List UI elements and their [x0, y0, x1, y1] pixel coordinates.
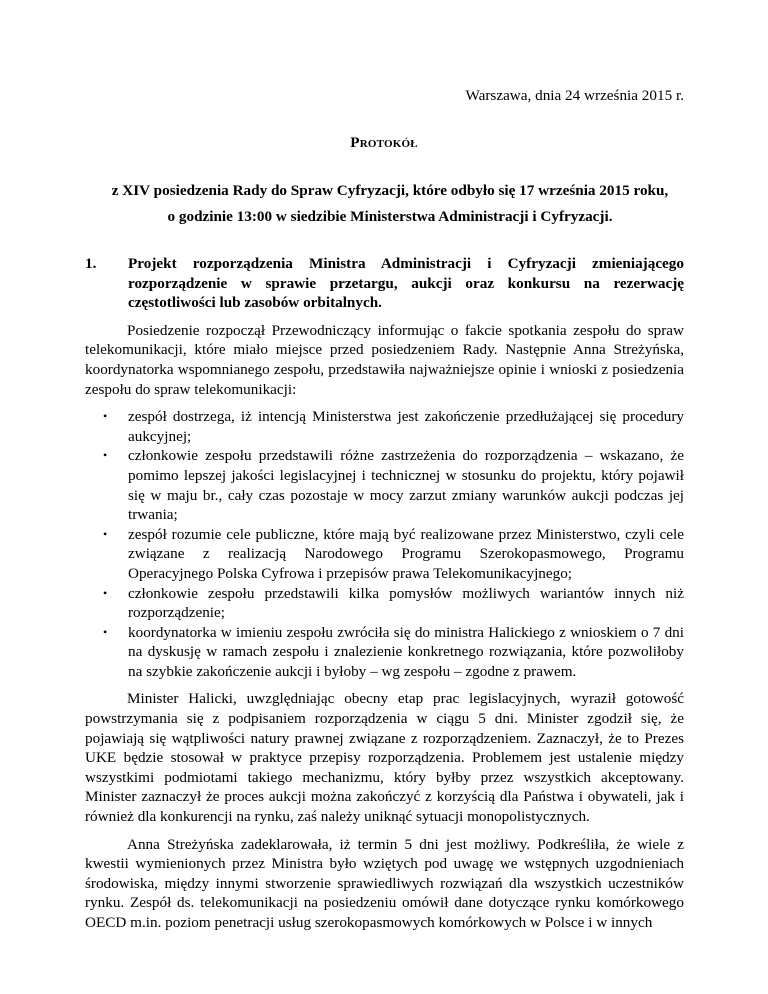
bullet-item: [103, 407, 684, 446]
paragraph-minister: Minister Halicki, uwzględniając obecny etap prac legislacyjnych, wyraził gotowość powstrzymania się z podpisaniem rozporządzenia w ciągu 5 dni. Minister zgodził się, że pojawiają się wątpliwości natury prawnej związane z rozporządzeniem. Zaznaczył, że to Prezes UKE będzie stosował w praktyce przepisy rozporządzenia. Problemem jest ustalenie między wszystkimi podmiotami takiego mechanizmu, który byłby przez wszystkich akceptowany. Minister zaznaczył że proces aukcji można zakończyć z korzyścią dla Państwa i obywateli, jak i również dla konkurencji na rynku, zaś należy uniknąć sytuacji monopolistycznych.: [85, 690, 684, 826]
document-title: Protokół: [350, 134, 418, 151]
bullet-text: koordynatorka w imieniu zespołu zwróciła się do ministra Halickiego z wnioskiem o 7 dni na dyskusję w ramach zespołu i znalezienie konkretnego rozwiązania, które pozwoliłoby na szybkie zakończenie aukcji i byłoby – wg zespołu – zgodne z prawem.: [128, 623, 684, 680]
document-subtitle: [90, 178, 690, 230]
bullet-item: [103, 584, 684, 623]
paragraph-strezynska: Anna Streżyńska zadeklarowała, iż termin 5 dni jest możliwy. Podkreśliła, że wiele z kwestii wymienionych przez Ministra było wziętych pod uwagę we wstępnych uzgodnieniach środowiska, między innymi stworzenie sprawiedliwych rozwiązań dla wszystkich uczestników rynku. Zespół ds. telekomunikacji na posiedzeniu omówił dane dotyczące rynku komórkowego OECD m.in. poziom penetracji usług szerokopasmowych komórkowych w Polsce i w innych: [85, 835, 684, 931]
bullet-icon: •: [103, 448, 108, 463]
bullet-icon: •: [103, 409, 108, 424]
bullet-text: zespół dostrzega, iż intencją Ministerstwa jest zakończenie przedłużającej się procedury aukcyjnej;: [128, 408, 684, 445]
paragraph-intro: Posiedzenie rozpoczął Przewodniczący informując o fakcie spotkania zespołu do spraw telekomunikacji, które miało miejsce przed posiedzeniem Rady. Następnie Anna Streżyńska, koordynatorka wspomnianego zespołu, przedstawiła najważniejsze opinie i wnioski z posiedzenia zespołu do spraw telekomunikacji:: [85, 321, 684, 398]
bullet-icon: •: [103, 585, 108, 600]
bullet-text: członkowie zespołu przedstawili różne zastrzeżenia do rozporządzenia – wskazano, że pomimo lepszej jakości legislacyjnej i technicznej w stosunku do projektu, który pojawił się w maju br., cały czas pozostaje w mocy zarzut zmiany warunków aukcji podczas jej trwania;: [128, 447, 684, 524]
section-number: 1.: [85, 255, 97, 272]
subtitle-line-2: o godzinie 13:00 w siedzibie Ministerstwa Administracji i Cyfryzacji.: [167, 208, 613, 225]
section-heading: [85, 254, 684, 313]
bullet-item: [103, 623, 684, 682]
agenda-section-1: [85, 254, 684, 933]
bullet-text: członkowie zespołu przedstawili kilka pomysłów możliwych wariantów innych niż rozporządzenie;: [128, 584, 684, 622]
bullet-icon: •: [103, 624, 108, 639]
bullet-icon: •: [103, 526, 108, 541]
bullet-item: [103, 446, 684, 524]
bullet-text: zespół rozumie cele publiczne, które mają być realizowane przez Ministerstwo, czyli cele związane z realizacją Narodowego Programu Szerokopasmowego, Programu Operacyjnego Polska Cyfrowa i przepisów prawa Telekomunikacyjnego;: [128, 525, 684, 582]
bullet-item: [103, 525, 684, 584]
document-date: Warszawa, dnia 24 września 2015 r.: [465, 87, 684, 104]
subtitle-line-1: z XIV posiedzenia Rady do Spraw Cyfryzacji, które odbyło się 17 września 2015 roku,: [111, 182, 669, 199]
bullet-list: [85, 407, 684, 681]
section-heading-text: Projekt rozporządzenia Ministra Administracji i Cyfryzacji zmieniającego rozporządzenie w sprawie przetargu, aukcji oraz konkursu na rezerwację częstotliwości lub zasobów orbitalnych.: [128, 255, 684, 312]
